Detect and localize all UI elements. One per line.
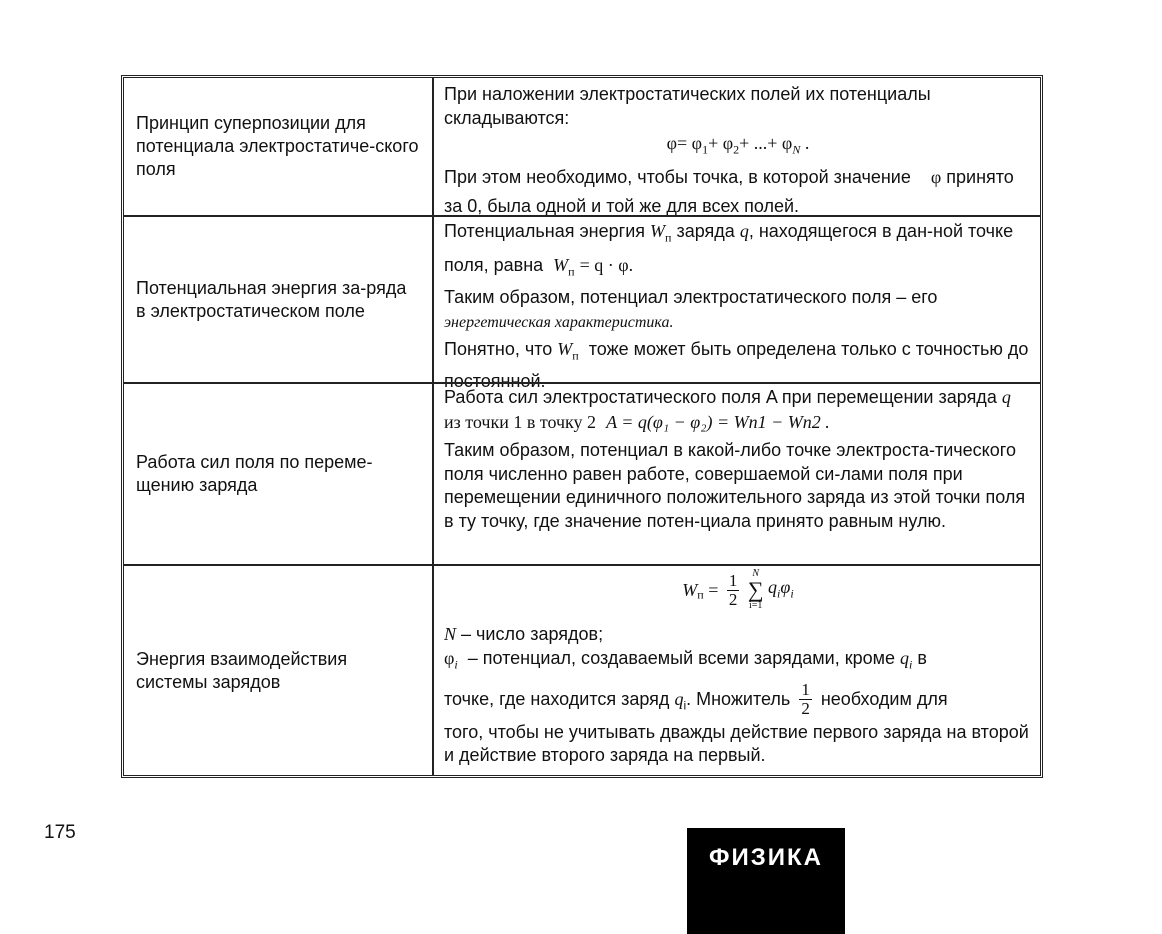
term-text: Принцип суперпозиции для потенциала электростатиче-ского поля [136, 113, 419, 179]
equals-sign: = [708, 580, 719, 600]
text-span: Понятно, что [444, 339, 553, 360]
q-symbol: q [1001, 387, 1011, 407]
formula: A = q(φ₁ − φ₂) = Wп1 − Wп2 . [606, 412, 830, 432]
phi-symbol: φ [930, 166, 942, 187]
formula: = q · φ. [579, 254, 634, 275]
w-symbol: W [682, 580, 698, 600]
table-row [124, 382, 1040, 564]
w-symbol: W [557, 339, 573, 360]
definition-text [444, 385, 1032, 435]
text-span: из точки 1 в точку 2 [444, 412, 597, 432]
term-cell [124, 566, 434, 775]
sum-body: $q_i\varphi_i$ [768, 576, 794, 601]
subscript: п [568, 264, 575, 279]
n-symbol: N [444, 624, 457, 644]
table-row [124, 215, 1040, 391]
subscript: п [572, 348, 579, 363]
definition-cell [434, 78, 1040, 215]
sum-upper-limit: N [752, 568, 760, 579]
text-span: Потенциальная энергия [444, 221, 646, 241]
text-span: необходим для [820, 688, 948, 709]
q-symbol: q [900, 648, 909, 668]
text-span: в [917, 648, 927, 668]
phi-symbol: φ [780, 576, 791, 597]
text-span: тоже может быть определена только с точностью до постоянной. [444, 339, 1029, 391]
table-row [124, 564, 1040, 775]
denominator: 2 [728, 589, 738, 609]
text-span: Работа сил электростатического поля A при перемещении заряда [444, 387, 997, 407]
w-symbol: W [553, 254, 569, 275]
page-number: 175 [44, 822, 76, 843]
text-span: – число зарядов; [461, 624, 604, 644]
definition-text [444, 218, 1032, 285]
fraction-half [799, 681, 812, 718]
text-span: принято за 0, была одной и той же для всех полей. [444, 166, 1014, 216]
text-span: Таким образом, потенциал электростатического поля – его [444, 287, 938, 308]
q-symbol: q [674, 688, 684, 709]
definition-text [444, 285, 1032, 335]
definition-text: точке, где находится заряд $q_i$. Множитель $\frac{1}{2}$ необходим для [444, 680, 948, 719]
term-text: Потенциальная энергия за-ряда в электростатическом поле [136, 277, 407, 321]
subscript: п [665, 230, 672, 245]
text-span: – потенциал, создаваемый всеми зарядами, кроме [467, 648, 895, 668]
term-cell [124, 217, 434, 382]
text-span: . Множитель [686, 688, 791, 709]
definition-text: Таким образом, потенциал в какой-либо точке электроста-тического поля численно равен работе, совершаемой си-лами поля при перемещении единичного положительного заряда из этой точки поля в ту точку, где значение потен-циала принято равным нулю. [444, 440, 1026, 531]
text-span: , находящегося в дан-ной точке поля, равна [444, 221, 1014, 275]
table-row [124, 78, 1040, 215]
italic-text: энергетическая характеристика. [444, 314, 674, 332]
term-text: Работа сил поля по переме-щению заряда [136, 452, 373, 495]
energy-formula [444, 568, 1032, 618]
sigma-glyph: ∑ [747, 577, 764, 602]
logo-text: ФИЗИКА [709, 844, 823, 871]
sum-symbol [748, 568, 764, 612]
term-cell [124, 384, 434, 564]
definitions-table [121, 75, 1043, 778]
term-text: Энергия взаимодействия системы зарядов [136, 648, 348, 692]
subscript: п [697, 587, 704, 602]
term-cell [124, 78, 434, 215]
numerator: 1 [728, 570, 738, 590]
definition-text: При наложении электростатических полей их потенциалы складываются: [444, 84, 931, 128]
phi-symbol: φ [444, 648, 455, 668]
definition-text [444, 622, 1032, 646]
formula: $\varphi= \varphi_1+ \varphi_2+$ ...+ $\varphi_N$ . [666, 133, 810, 157]
denominator: 2 [801, 699, 810, 719]
text-span: заряда [676, 221, 735, 241]
definition-cell [434, 384, 1040, 564]
definition-cell [434, 566, 1040, 775]
w-symbol: W [650, 221, 666, 241]
definition-text: $\varphi_i$ – потенциал, создаваемый всеми зарядами, кроме $q_i$ в [444, 648, 927, 672]
sum-lower-limit: i=1 [748, 600, 763, 611]
text-span: точке, где находится заряд [444, 688, 670, 709]
q-symbol: q [768, 576, 778, 597]
definition-cell [434, 217, 1040, 391]
q-symbol: q [739, 221, 749, 241]
subject-logo [687, 828, 845, 934]
fraction-half [727, 572, 740, 609]
definition-text: того, чтобы не учитывать дважды действие первого заряда на второй и действие второго заряда на первый. [444, 721, 1029, 765]
definition-text [444, 163, 1032, 221]
text-span: При этом необходимо, чтобы точка, в которой значение [444, 166, 911, 187]
numerator: 1 [801, 680, 810, 700]
